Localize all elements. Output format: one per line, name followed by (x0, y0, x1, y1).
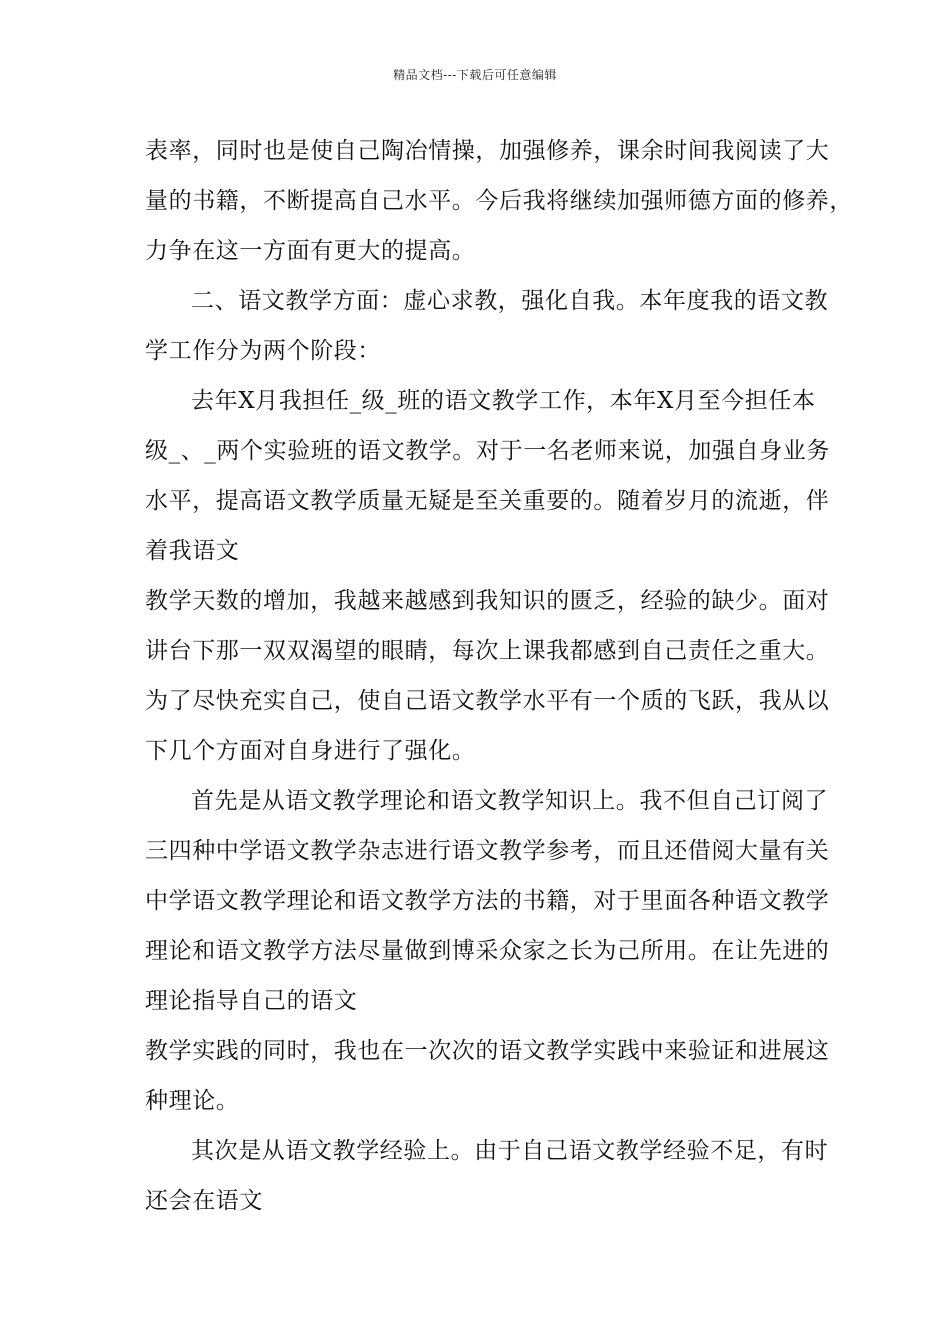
text-line: 下几个方面对自身进行了强化。 (145, 738, 476, 764)
text-line: 首先是从语文教学理论和语文教学知识上。我不但自己订阅了 (191, 788, 829, 814)
text-line: 力争在这一方面有更大的提高。 (145, 238, 476, 264)
text-line: 为了尽快充实自己，使自己语文教学水平有一个质的飞跃，我从以 (145, 688, 830, 714)
page-header: 精品文档---下载后可任意编辑 (393, 68, 557, 82)
document-body (145, 126, 853, 1226)
text-line: 讲台下那一双双渴望的眼睛，每次上课我都感到自己责任之重大。 (145, 638, 830, 664)
text-line: 其次是从语文教学经验上。由于自己语文教学经验不足，有时 (191, 1138, 829, 1164)
text-line: 三四种中学语文教学杂志进行语文教学参考，而且还借阅大量有关 (145, 838, 830, 864)
text-line: 种理论。 (145, 1088, 240, 1114)
text-line: 着我语文 (145, 538, 240, 564)
text-line: 量的书籍，不断提高自己水平。今后我将继续加强师德方面的修养， (145, 188, 853, 214)
text-line: 水平，提高语文教学质量无疑是至关重要的。随着岁月的流逝，伴 (145, 488, 830, 514)
text-line: 理论指导自己的语文 (145, 988, 358, 1014)
text-line: 理论和语文教学方法尽量做到博采众家之长为己所用。在让先进的 (145, 938, 830, 964)
text-line: 二、语文教学方面：虚心求教，强化自我。本年度我的语文教 (191, 288, 829, 314)
text-line: 级_、_两个实验班的语文教学。对于一名老师来说，加强自身业务 (145, 438, 830, 464)
text-line: 还会在语文 (145, 1188, 263, 1214)
text-line: 学工作分为两个阶段： (145, 338, 381, 364)
text-line: 去年X月我担任_级_班的语文教学工作，本年X月至今担任本 (191, 388, 816, 414)
text-line: 表率，同时也是使自己陶冶情操，加强修养，课余时间我阅读了大 (145, 138, 830, 164)
text-line: 教学天数的增加，我越来越感到我知识的匮乏，经验的缺少。面对 (145, 588, 830, 614)
text-line: 教学实践的同时，我也在一次次的语文教学实践中来验证和进展这 (145, 1038, 830, 1064)
text-line: 中学语文教学理论和语文教学方法的书籍，对于里面各种语文教学 (145, 888, 830, 914)
